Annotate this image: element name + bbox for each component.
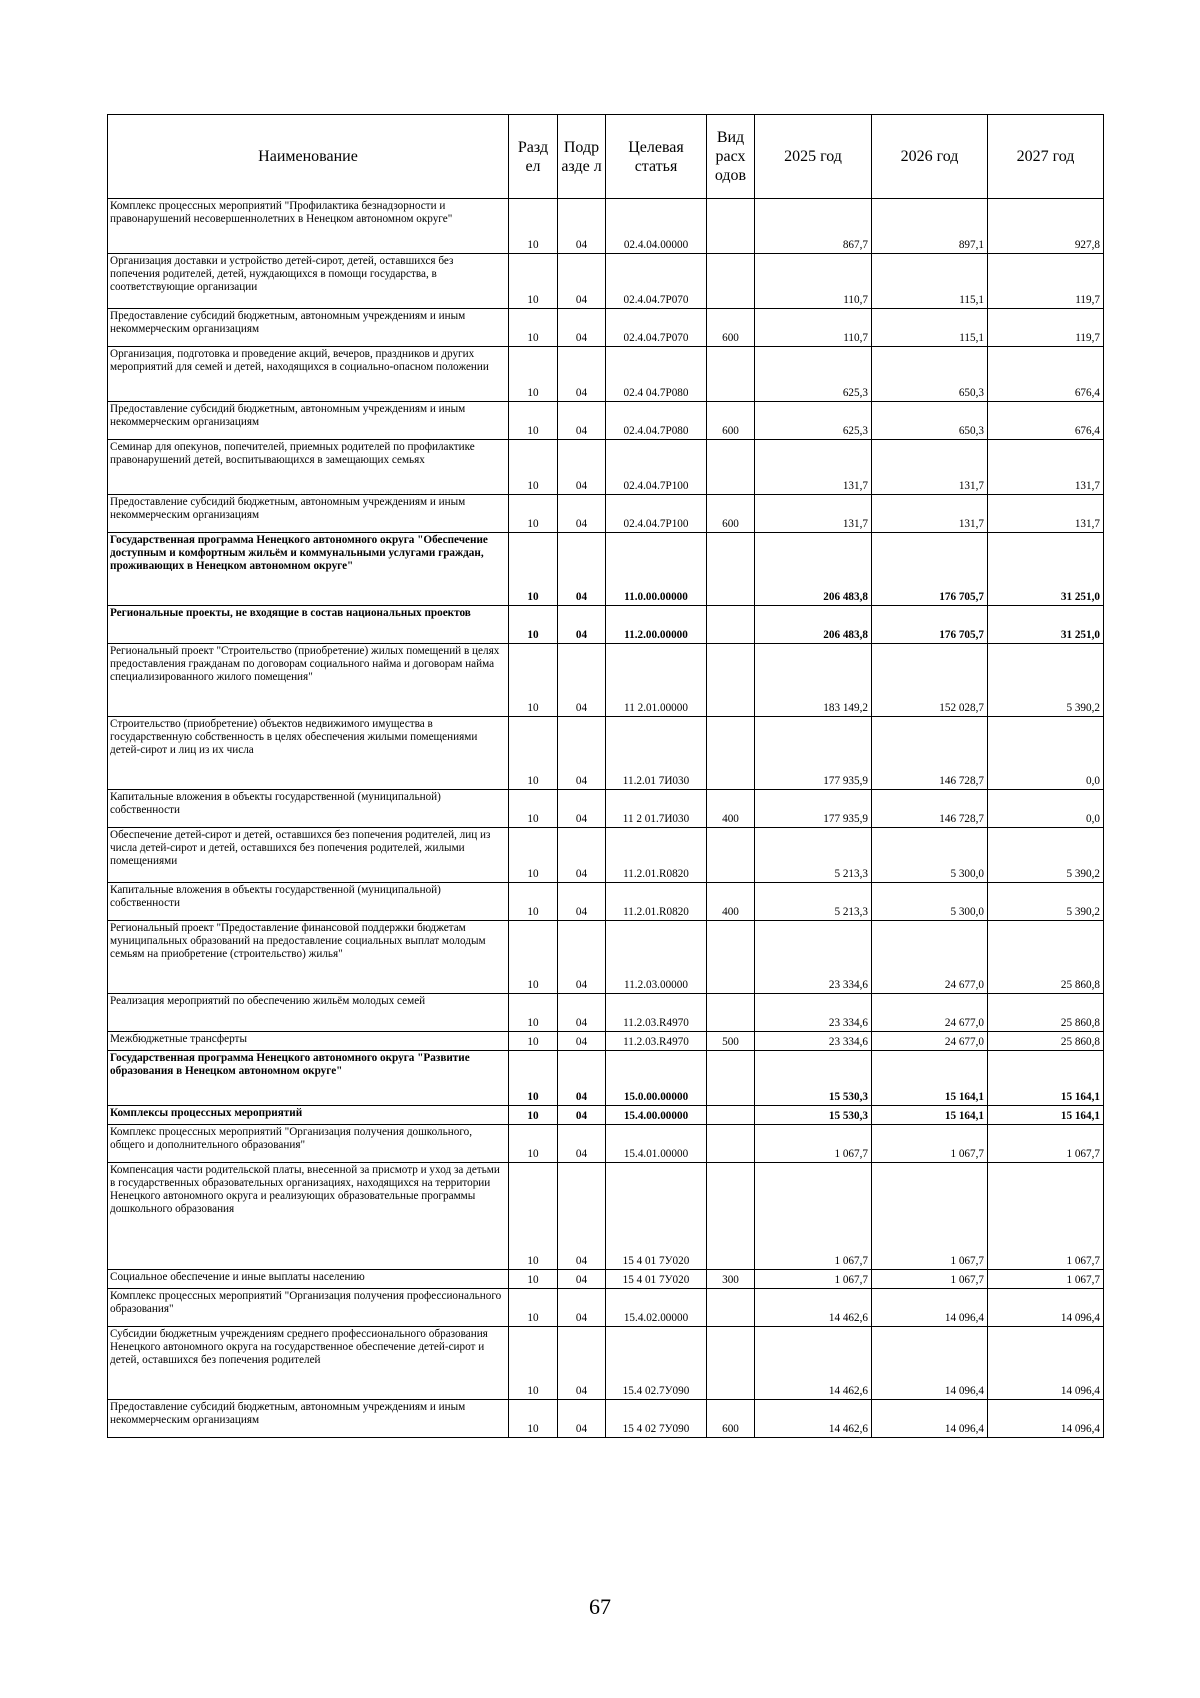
header-year-2026: 2026 год bbox=[872, 115, 988, 199]
row-amount-2027: 927,8 bbox=[988, 199, 1104, 254]
row-podrazdel: 04 bbox=[558, 883, 606, 921]
row-amount-2025: 131,7 bbox=[755, 495, 872, 533]
table-row bbox=[108, 717, 1104, 790]
row-name: Предоставление субсидий бюджетным, автономным учреждениям и иным некоммерческим организациям bbox=[108, 1400, 509, 1438]
row-target-article: 11 2.01.00000 bbox=[606, 644, 707, 717]
row-name: Организация доставки и устройство детей-сирот, детей, оставшихся без попечения родителей, детей, нуждающихся в помощи государства, в соответствующие организации bbox=[108, 254, 509, 309]
row-amount-2025: 206 483,8 bbox=[755, 533, 872, 606]
row-podrazdel: 04 bbox=[558, 717, 606, 790]
row-amount-2025: 177 935,9 bbox=[755, 717, 872, 790]
table-row bbox=[108, 495, 1104, 533]
row-podrazdel: 04 bbox=[558, 495, 606, 533]
row-amount-2025: 1 067,7 bbox=[755, 1270, 872, 1289]
table-row bbox=[108, 254, 1104, 309]
row-expense-type bbox=[707, 1327, 755, 1400]
row-expense-type bbox=[707, 1051, 755, 1106]
row-razdel: 10 bbox=[509, 1289, 558, 1327]
row-expense-type: 500 bbox=[707, 1032, 755, 1051]
row-amount-2026: 24 677,0 bbox=[872, 1032, 988, 1051]
table-row bbox=[108, 828, 1104, 883]
row-podrazdel: 04 bbox=[558, 1051, 606, 1106]
row-name: Предоставление субсидий бюджетным, автономным учреждениям и иным некоммерческим организациям bbox=[108, 402, 509, 440]
row-expense-type bbox=[707, 533, 755, 606]
row-amount-2026: 115,1 bbox=[872, 254, 988, 309]
table-row bbox=[108, 347, 1104, 402]
row-name: Капитальные вложения в объекты государственной (муниципальной) собственности bbox=[108, 790, 509, 828]
row-amount-2026: 650,3 bbox=[872, 347, 988, 402]
table-row bbox=[108, 1163, 1104, 1270]
row-name: Организация, подготовка и проведение акций, вечеров, праздников и других мероприятий для семей и детей, находящихся в социально-опасном положении bbox=[108, 347, 509, 402]
row-amount-2027: 14 096,4 bbox=[988, 1289, 1104, 1327]
row-podrazdel: 04 bbox=[558, 1327, 606, 1400]
row-razdel: 10 bbox=[509, 1270, 558, 1289]
table-row bbox=[108, 440, 1104, 495]
table-row bbox=[108, 1125, 1104, 1163]
row-razdel: 10 bbox=[509, 828, 558, 883]
row-amount-2027: 676,4 bbox=[988, 402, 1104, 440]
row-amount-2026: 14 096,4 bbox=[872, 1289, 988, 1327]
row-razdel: 10 bbox=[509, 402, 558, 440]
row-target-article: 11.2.03.R4970 bbox=[606, 1032, 707, 1051]
table-row bbox=[108, 606, 1104, 644]
row-name: Компенсация части родительской платы, внесенной за присмотр и уход за детьми в государственных образовательных организациях, находящихся на территории Ненецкого автономного округа и реализующих образовательные программы дошкольного образования bbox=[108, 1163, 509, 1270]
row-amount-2026: 131,7 bbox=[872, 440, 988, 495]
row-target-article: 15 4 01 7У020 bbox=[606, 1270, 707, 1289]
row-razdel: 10 bbox=[509, 1032, 558, 1051]
row-name: Капитальные вложения в объекты государственной (муниципальной) собственности bbox=[108, 883, 509, 921]
row-amount-2025: 5 213,3 bbox=[755, 883, 872, 921]
row-amount-2026: 1 067,7 bbox=[872, 1270, 988, 1289]
row-target-article: 02.4.04.7Р100 bbox=[606, 495, 707, 533]
row-name: Обеспечение детей-сирот и детей, оставшихся без попечения родителей, лиц из числа детей-сирот и детей, оставшихся без попечения родителей, жилыми помещениями bbox=[108, 828, 509, 883]
row-target-article: 11.2.03.00000 bbox=[606, 921, 707, 994]
row-amount-2025: 23 334,6 bbox=[755, 1032, 872, 1051]
row-amount-2026: 5 300,0 bbox=[872, 828, 988, 883]
row-amount-2025: 625,3 bbox=[755, 347, 872, 402]
row-amount-2027: 25 860,8 bbox=[988, 1032, 1104, 1051]
row-amount-2026: 897,1 bbox=[872, 199, 988, 254]
table-row bbox=[108, 309, 1104, 347]
table-row bbox=[108, 402, 1104, 440]
row-target-article: 02.4.04.00000 bbox=[606, 199, 707, 254]
row-amount-2027: 25 860,8 bbox=[988, 921, 1104, 994]
row-amount-2027: 5 390,2 bbox=[988, 883, 1104, 921]
row-amount-2025: 5 213,3 bbox=[755, 828, 872, 883]
row-razdel: 10 bbox=[509, 1327, 558, 1400]
row-amount-2025: 183 149,2 bbox=[755, 644, 872, 717]
row-expense-type: 600 bbox=[707, 495, 755, 533]
row-name: Региональный проект "Строительство (приобретение) жилых помещений в целях предоставления гражданам по договорам социального найма и договорам найма специализированного жилого помещения" bbox=[108, 644, 509, 717]
row-amount-2025: 15 530,3 bbox=[755, 1106, 872, 1125]
row-target-article: 02.4.04.7Р070 bbox=[606, 309, 707, 347]
row-amount-2027: 1 067,7 bbox=[988, 1270, 1104, 1289]
table-row bbox=[108, 790, 1104, 828]
row-expense-type bbox=[707, 1106, 755, 1125]
row-amount-2025: 1 067,7 bbox=[755, 1163, 872, 1270]
row-razdel: 10 bbox=[509, 309, 558, 347]
row-name: Строительство (приобретение) объектов недвижимого имущества в государственную собственность в целях обеспечения жилыми помещениями детей-сирот и лиц из их числа bbox=[108, 717, 509, 790]
row-target-article: 11.2.00.00000 bbox=[606, 606, 707, 644]
table-row bbox=[108, 644, 1104, 717]
row-target-article: 11.2.01.R0820 bbox=[606, 883, 707, 921]
row-amount-2027: 676,4 bbox=[988, 347, 1104, 402]
row-amount-2025: 1 067,7 bbox=[755, 1125, 872, 1163]
row-amount-2026: 5 300,0 bbox=[872, 883, 988, 921]
row-target-article: 02.4 04.7Р080 bbox=[606, 347, 707, 402]
row-amount-2026: 650,3 bbox=[872, 402, 988, 440]
row-amount-2027: 0,0 bbox=[988, 717, 1104, 790]
row-podrazdel: 04 bbox=[558, 254, 606, 309]
row-amount-2027: 1 067,7 bbox=[988, 1125, 1104, 1163]
row-podrazdel: 04 bbox=[558, 828, 606, 883]
row-razdel: 10 bbox=[509, 199, 558, 254]
row-target-article: 11.0.00.00000 bbox=[606, 533, 707, 606]
row-amount-2025: 23 334,6 bbox=[755, 921, 872, 994]
table-row bbox=[108, 921, 1104, 994]
row-razdel: 10 bbox=[509, 1125, 558, 1163]
row-amount-2026: 1 067,7 bbox=[872, 1125, 988, 1163]
row-podrazdel: 04 bbox=[558, 533, 606, 606]
row-expense-type bbox=[707, 828, 755, 883]
row-podrazdel: 04 bbox=[558, 1400, 606, 1438]
header-podrazdel: Подр азде л bbox=[558, 115, 606, 199]
row-razdel: 10 bbox=[509, 717, 558, 790]
header-expense-type: Вид расх одов bbox=[707, 115, 755, 199]
table-row bbox=[108, 199, 1104, 254]
row-razdel: 10 bbox=[509, 644, 558, 717]
row-target-article: 11 2 01.7И030 bbox=[606, 790, 707, 828]
row-name: Социальное обеспечение и иные выплаты населению bbox=[108, 1270, 509, 1289]
row-amount-2027: 131,7 bbox=[988, 495, 1104, 533]
row-amount-2026: 131,7 bbox=[872, 495, 988, 533]
table-row bbox=[108, 1051, 1104, 1106]
row-razdel: 10 bbox=[509, 533, 558, 606]
row-target-article: 15.4.00.00000 bbox=[606, 1106, 707, 1125]
row-name: Региональные проекты, не входящие в состав национальных проектов bbox=[108, 606, 509, 644]
row-name: Семинар для опекунов, попечителей, приемных родителей по профилактике правонарушений детей, воспитывающихся в замещающих семьях bbox=[108, 440, 509, 495]
row-expense-type bbox=[707, 199, 755, 254]
row-expense-type bbox=[707, 347, 755, 402]
row-amount-2025: 625,3 bbox=[755, 402, 872, 440]
row-razdel: 10 bbox=[509, 1106, 558, 1125]
row-target-article: 02.4.04.7Р100 bbox=[606, 440, 707, 495]
table-row bbox=[108, 1400, 1104, 1438]
table-row bbox=[108, 994, 1104, 1032]
row-podrazdel: 04 bbox=[558, 1289, 606, 1327]
budget-table bbox=[107, 114, 1104, 1438]
row-amount-2026: 24 677,0 bbox=[872, 921, 988, 994]
row-amount-2027: 31 251,0 bbox=[988, 533, 1104, 606]
row-amount-2026: 24 677,0 bbox=[872, 994, 988, 1032]
row-razdel: 10 bbox=[509, 921, 558, 994]
row-amount-2027: 15 164,1 bbox=[988, 1051, 1104, 1106]
row-amount-2026: 14 096,4 bbox=[872, 1327, 988, 1400]
header-year-2025: 2025 год bbox=[755, 115, 872, 199]
row-amount-2025: 110,7 bbox=[755, 254, 872, 309]
row-amount-2026: 146 728,7 bbox=[872, 790, 988, 828]
row-amount-2026: 176 705,7 bbox=[872, 533, 988, 606]
row-amount-2025: 14 462,6 bbox=[755, 1289, 872, 1327]
header-year-2027: 2027 год bbox=[988, 115, 1104, 199]
row-name: Государственная программа Ненецкого автономного округа "Обеспечение доступным и комфортным жильём и коммунальными услугами граждан, проживающих в Ненецком автономном округе" bbox=[108, 533, 509, 606]
row-expense-type bbox=[707, 1289, 755, 1327]
row-expense-type: 600 bbox=[707, 402, 755, 440]
row-amount-2027: 14 096,4 bbox=[988, 1400, 1104, 1438]
row-name: Комплекс процессных мероприятий "Профилактика безнадзорности и правонарушений несовершеннолетних в Ненецком автономном округе" bbox=[108, 199, 509, 254]
row-podrazdel: 04 bbox=[558, 606, 606, 644]
row-target-article: 11.2.01 7И030 bbox=[606, 717, 707, 790]
row-podrazdel: 04 bbox=[558, 199, 606, 254]
row-name: Региональный проект "Предоставление финансовой поддержки бюджетам муниципальных образований на предоставление социальных выплат молодым семьям на приобретение (строительство) жилья" bbox=[108, 921, 509, 994]
row-amount-2027: 14 096,4 bbox=[988, 1327, 1104, 1400]
row-razdel: 10 bbox=[509, 994, 558, 1032]
row-expense-type bbox=[707, 1163, 755, 1270]
row-expense-type bbox=[707, 254, 755, 309]
row-razdel: 10 bbox=[509, 347, 558, 402]
row-amount-2025: 206 483,8 bbox=[755, 606, 872, 644]
header-name: Наименование bbox=[108, 115, 509, 199]
row-podrazdel: 04 bbox=[558, 1106, 606, 1125]
row-name: Предоставление субсидий бюджетным, автономным учреждениям и иным некоммерческим организациям bbox=[108, 495, 509, 533]
row-amount-2025: 110,7 bbox=[755, 309, 872, 347]
row-expense-type: 300 bbox=[707, 1270, 755, 1289]
row-target-article: 11.2.01.R0820 bbox=[606, 828, 707, 883]
table-row bbox=[108, 1032, 1104, 1051]
row-amount-2026: 115,1 bbox=[872, 309, 988, 347]
row-amount-2026: 176 705,7 bbox=[872, 606, 988, 644]
row-podrazdel: 04 bbox=[558, 1163, 606, 1270]
row-target-article: 15 4 02 7У090 bbox=[606, 1400, 707, 1438]
row-razdel: 10 bbox=[509, 1400, 558, 1438]
row-expense-type: 400 bbox=[707, 790, 755, 828]
row-expense-type bbox=[707, 717, 755, 790]
row-amount-2027: 31 251,0 bbox=[988, 606, 1104, 644]
row-amount-2025: 177 935,9 bbox=[755, 790, 872, 828]
row-podrazdel: 04 bbox=[558, 1032, 606, 1051]
header-razdel: Разд ел bbox=[509, 115, 558, 199]
row-amount-2027: 131,7 bbox=[988, 440, 1104, 495]
header-row bbox=[108, 115, 1104, 199]
row-amount-2027: 15 164,1 bbox=[988, 1106, 1104, 1125]
row-amount-2026: 1 067,7 bbox=[872, 1163, 988, 1270]
row-amount-2027: 5 390,2 bbox=[988, 828, 1104, 883]
row-amount-2026: 14 096,4 bbox=[872, 1400, 988, 1438]
row-podrazdel: 04 bbox=[558, 790, 606, 828]
row-podrazdel: 04 bbox=[558, 440, 606, 495]
table-row bbox=[108, 1327, 1104, 1400]
row-name: Субсидии бюджетным учреждениям среднего профессионального образования Ненецкого автономного округа на государственное обеспечение детей-сирот и детей, оставшихся без попечения родителей bbox=[108, 1327, 509, 1400]
row-amount-2027: 119,7 bbox=[988, 254, 1104, 309]
table-body bbox=[108, 199, 1104, 1438]
header-target-article: Целевая статья bbox=[606, 115, 707, 199]
row-podrazdel: 04 bbox=[558, 1270, 606, 1289]
row-name: Комплекс процессных мероприятий "Организация получения дошкольного, общего и дополнительного образования" bbox=[108, 1125, 509, 1163]
row-podrazdel: 04 bbox=[558, 1125, 606, 1163]
row-razdel: 10 bbox=[509, 440, 558, 495]
page-number: 67 bbox=[589, 1594, 611, 1619]
row-razdel: 10 bbox=[509, 883, 558, 921]
row-target-article: 11.2.03.R4970 bbox=[606, 994, 707, 1032]
row-razdel: 10 bbox=[509, 495, 558, 533]
row-target-article: 15.4.01.00000 bbox=[606, 1125, 707, 1163]
row-razdel: 10 bbox=[509, 606, 558, 644]
row-expense-type bbox=[707, 440, 755, 495]
table-row bbox=[108, 1270, 1104, 1289]
row-expense-type bbox=[707, 994, 755, 1032]
row-amount-2025: 23 334,6 bbox=[755, 994, 872, 1032]
row-amount-2026: 152 028,7 bbox=[872, 644, 988, 717]
row-name: Предоставление субсидий бюджетным, автономным учреждениям и иным некоммерческим организациям bbox=[108, 309, 509, 347]
table-row bbox=[108, 1106, 1104, 1125]
row-amount-2025: 15 530,3 bbox=[755, 1051, 872, 1106]
row-podrazdel: 04 bbox=[558, 994, 606, 1032]
table-row bbox=[108, 1289, 1104, 1327]
row-razdel: 10 bbox=[509, 254, 558, 309]
row-target-article: 15 4 01 7У020 bbox=[606, 1163, 707, 1270]
row-expense-type bbox=[707, 606, 755, 644]
row-podrazdel: 04 bbox=[558, 309, 606, 347]
row-target-article: 02.4.04.7Р070 bbox=[606, 254, 707, 309]
row-razdel: 10 bbox=[509, 790, 558, 828]
row-name: Реализация мероприятий по обеспечению жильём молодых семей bbox=[108, 994, 509, 1032]
row-amount-2025: 131,7 bbox=[755, 440, 872, 495]
row-expense-type bbox=[707, 1125, 755, 1163]
row-amount-2025: 14 462,6 bbox=[755, 1327, 872, 1400]
row-podrazdel: 04 bbox=[558, 921, 606, 994]
row-amount-2026: 15 164,1 bbox=[872, 1106, 988, 1125]
row-name: Комплексы процессных мероприятий bbox=[108, 1106, 509, 1125]
row-target-article: 15.4.02.00000 bbox=[606, 1289, 707, 1327]
row-amount-2026: 146 728,7 bbox=[872, 717, 988, 790]
row-name: Государственная программа Ненецкого автономного округа "Развитие образования в Ненецком автономном округе" bbox=[108, 1051, 509, 1106]
row-razdel: 10 bbox=[509, 1051, 558, 1106]
row-expense-type: 600 bbox=[707, 309, 755, 347]
row-name: Межбюджетные трансферты bbox=[108, 1032, 509, 1051]
row-target-article: 15.0.00.00000 bbox=[606, 1051, 707, 1106]
row-expense-type: 600 bbox=[707, 1400, 755, 1438]
row-razdel: 10 bbox=[509, 1163, 558, 1270]
row-amount-2027: 25 860,8 bbox=[988, 994, 1104, 1032]
row-podrazdel: 04 bbox=[558, 644, 606, 717]
row-target-article: 02.4.04.7Р080 bbox=[606, 402, 707, 440]
row-amount-2027: 0,0 bbox=[988, 790, 1104, 828]
table-row bbox=[108, 883, 1104, 921]
row-expense-type: 400 bbox=[707, 883, 755, 921]
row-podrazdel: 04 bbox=[558, 347, 606, 402]
row-amount-2027: 5 390,2 bbox=[988, 644, 1104, 717]
row-amount-2025: 867,7 bbox=[755, 199, 872, 254]
row-amount-2027: 119,7 bbox=[988, 309, 1104, 347]
row-expense-type bbox=[707, 644, 755, 717]
row-amount-2027: 1 067,7 bbox=[988, 1163, 1104, 1270]
row-target-article: 15.4 02.7У090 bbox=[606, 1327, 707, 1400]
table-row bbox=[108, 533, 1104, 606]
row-amount-2026: 15 164,1 bbox=[872, 1051, 988, 1106]
row-name: Комплекс процессных мероприятий "Организация получения профессионального образования" bbox=[108, 1289, 509, 1327]
row-podrazdel: 04 bbox=[558, 402, 606, 440]
row-expense-type bbox=[707, 921, 755, 994]
row-amount-2025: 14 462,6 bbox=[755, 1400, 872, 1438]
